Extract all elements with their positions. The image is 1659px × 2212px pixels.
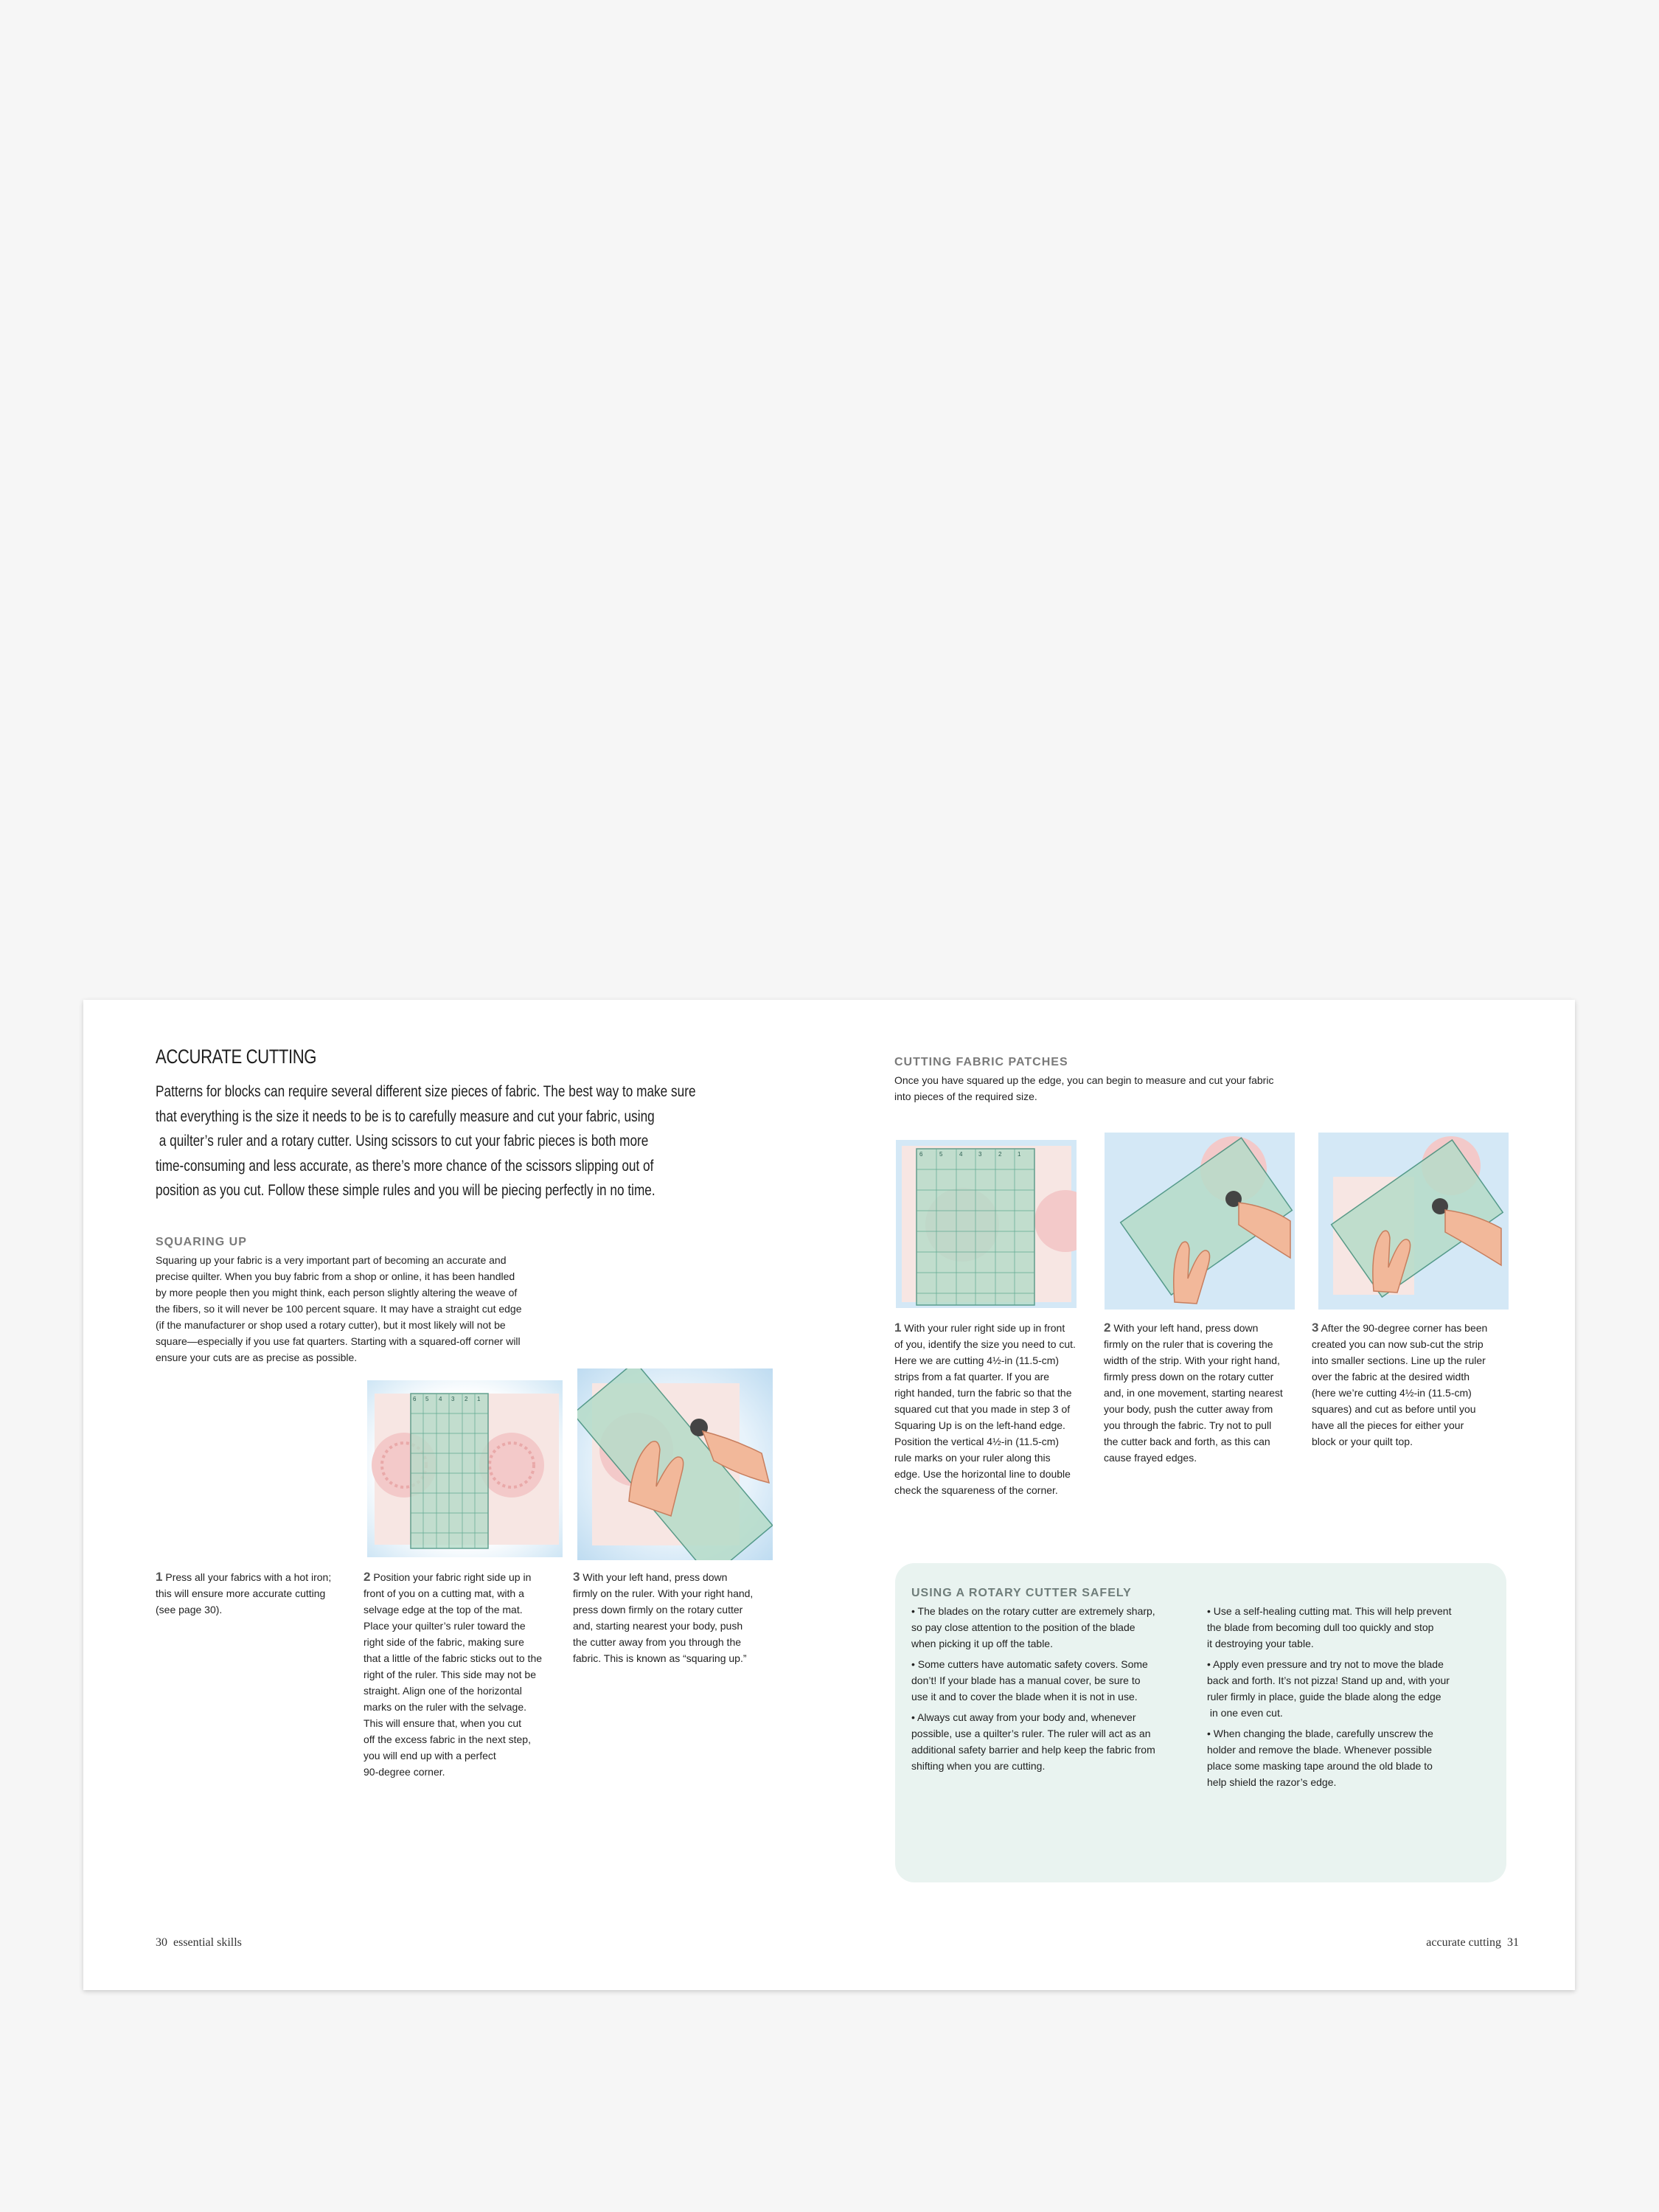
step-line: (here we’re cutting 4½-in (11.5-cm) [1312,1387,1472,1399]
step-line: block or your quilt top. [1312,1436,1413,1447]
step-line: of you, identify the size you need to cut. [894,1338,1076,1350]
ruler-number: 6 [919,1151,923,1158]
step-line: right handed, turn the fabric so that the [894,1387,1072,1399]
tip-line: help shield the razor’s edge. [1207,1776,1337,1788]
step-line: that a little of the fabric sticks out to the [364,1652,543,1664]
step-number: 1 [156,1570,163,1584]
ruler-number: 2 [998,1151,1002,1158]
step-line: squared cut that you made in step 3 of [894,1403,1071,1415]
cutting-patches-heading: CUTTING FABRIC PATCHES [894,1056,1068,1068]
step-line: your body, push the cutter away from [1104,1403,1273,1415]
text-line: precise quilter. When you buy fabric from a shop or online, it has been handled [156,1270,515,1282]
cutting-patches-step-1 [894,1320,1093,1498]
tip-line: the blade from becoming dull too quickly and stop [1207,1621,1434,1633]
step-line: rule marks on your ruler along this [894,1452,1051,1464]
step-line: cause frayed edges. [1104,1452,1197,1464]
squaring-up-step-3 [573,1569,779,1666]
safety-tip [911,1656,1199,1705]
footer-section: essential skills [173,1936,242,1949]
step-line [1312,1320,1526,1336]
rotary-safety-callout [895,1563,1506,1882]
step-line: this will ensure more accurate cutting [156,1587,326,1599]
cutting-patches-step2-illustration [1105,1133,1295,1310]
step-line: selvage edge at the top of the mat. [364,1604,523,1615]
step-line: you will end up with a perfect [364,1750,496,1761]
intro-line: a quilter’s ruler and a rotary cutter. Using scissors to cut your fabric pieces is both more [156,1133,649,1150]
step-line: you through the fabric. Try not to pull [1104,1419,1272,1431]
step-text: With your left hand, press down [582,1571,728,1583]
step-line: firmly on the ruler. With your right hand, [573,1587,754,1599]
ruler-number: 1 [477,1396,481,1402]
step-line: off the excess fabric in the next step, [364,1733,531,1745]
step-line: Squaring Up is on the left-hand edge. [894,1419,1065,1431]
tip-line: possible, use a quilter’s ruler. The ruler will act as an [911,1728,1151,1739]
ruler-number: 2 [465,1396,468,1402]
step-line: Here we are cutting 4½-in (11.5-cm) [894,1354,1060,1366]
tip-line: • Apply even pressure and try not to move the blade [1207,1658,1444,1670]
right-page-footer [1426,1936,1519,1950]
step-line: squares) and cut as before until you [1312,1403,1476,1415]
text-line: ensure your cuts are as precise as possible. [156,1352,358,1363]
left-page-footer [156,1936,242,1950]
step-line: firmly on the ruler that is covering the [1104,1338,1273,1350]
safety-tip [1207,1725,1495,1790]
step-line [1104,1320,1303,1336]
step-line: Place your quilter’s ruler toward the [364,1620,526,1632]
tip-line: • The blades on the rotary cutter are extremely sharp, [911,1605,1155,1617]
step-number: 1 [894,1321,902,1335]
intro-line: Patterns for blocks can require several different size pieces of fabric. The best way to make sure [156,1083,696,1100]
step-line: front of you on a cutting mat, with a [364,1587,524,1599]
step-line: the cutter back and forth, as this can [1104,1436,1270,1447]
step-number: 2 [364,1570,371,1584]
ruler-number: 4 [959,1151,963,1158]
step-line [156,1569,340,1585]
step-text: Position your fabric right side up in [373,1571,532,1583]
text-line: by more people then you might think, each person slightly altering the weave of [156,1287,518,1298]
text-line: (if the manufacturer or shop used a rotary cutter), but it most likely will not be [156,1319,506,1331]
squaring-up-step2-illustration [367,1380,563,1557]
intro-line: time-consuming and less accurate, as there’s more chance of the scissors slipping out of [156,1157,654,1175]
tip-line: additional safety barrier and help keep the fabric from [911,1744,1155,1756]
step-text: With your ruler right side up in front [904,1322,1065,1334]
intro-line: position as you cut. Follow these simple rules and you will be piecing perfectly in no time. [156,1182,655,1199]
text-line: the fibers, so it will never be 100 percent square. It may have a straight cut edge [156,1303,522,1315]
step-line: right side of the fabric, making sure [364,1636,524,1648]
ruler-number: 4 [439,1396,442,1402]
cutting-patches-step1-illustration [896,1140,1077,1308]
tip-line: when picking it up off the table. [911,1638,1053,1649]
step-line: check the squareness of the corner. [894,1484,1058,1496]
step-line: Position the vertical 4½-in (11.5-cm) [894,1436,1060,1447]
step-number: 3 [1312,1321,1319,1335]
squaring-up-step-1 [156,1569,340,1618]
tip-line: place some masking tape around the old blade to [1207,1760,1433,1772]
squaring-up-heading: SQUARING UP [156,1236,247,1248]
step-text: With your left hand, press down [1113,1322,1259,1334]
ruler-number: 6 [413,1396,417,1402]
tip-line: • Always cut away from your body and, whenever [911,1711,1136,1723]
cutting-patches-step-3 [1312,1320,1526,1450]
cutting-patches-step3-illustration [1318,1133,1509,1310]
page-number: 30 [156,1936,167,1949]
step-text: Press all your fabrics with a hot iron; [165,1571,332,1583]
rotary-safety-heading: USING A ROTARY CUTTER SAFELY [911,1587,1132,1599]
tip-line: so pay close attention to the position of the blade [911,1621,1135,1633]
tip-line: • Some cutters have automatic safety covers. Some [911,1658,1148,1670]
tip-line: ruler firmly in place, guide the blade along the edge [1207,1691,1441,1703]
step-number: 3 [573,1570,580,1584]
squaring-up-step-2 [364,1569,563,1780]
step-line: right of the ruler. This side may not be [364,1669,536,1680]
safety-tips-column-1 [911,1603,1199,1778]
intro-paragraph [156,1079,696,1203]
ruler-number: 5 [425,1396,429,1402]
step-line: straight. Align one of the horizontal [364,1685,522,1697]
book-spread [83,1000,1575,1990]
step-number: 2 [1104,1321,1111,1335]
step-line: marks on the ruler with the selvage. [364,1701,526,1713]
step-line: over the fabric at the desired width [1312,1371,1470,1382]
safety-tips-column-2 [1207,1603,1495,1795]
step-line: This will ensure that, when you cut [364,1717,521,1729]
step-line: created you can now sub-cut the strip [1312,1338,1484,1350]
text-line: square—especially if you use fat quarters. Starting with a squared-off corner will [156,1335,521,1347]
step-line: have all the pieces for either your [1312,1419,1464,1431]
step-line: edge. Use the horizontal line to double [894,1468,1071,1480]
tip-line: • When changing the blade, carefully unscrew the [1207,1728,1433,1739]
step-line: into smaller sections. Line up the ruler [1312,1354,1486,1366]
text-line: into pieces of the required size. [894,1091,1037,1102]
step-line: fabric. This is known as “squaring up.” [573,1652,747,1664]
tip-line: shifting when you are cutting. [911,1760,1046,1772]
safety-tip [1207,1603,1495,1652]
ruler-number: 5 [939,1151,943,1158]
cutting-patches-intro [894,1072,1337,1105]
step-line: firmly press down on the rotary cutter [1104,1371,1274,1382]
page-title: ACCURATE CUTTING [156,1046,317,1068]
step-line: width of the strip. With your right hand, [1104,1354,1280,1366]
ruler-number: 3 [451,1396,455,1402]
quilter-ruler [411,1394,488,1548]
tip-line: in one even cut. [1207,1707,1283,1719]
step-line [364,1569,563,1585]
intro-line: that everything is the size it needs to be is to carefully measure and cut your fabric, using [156,1107,655,1125]
text-line: Once you have squared up the edge, you can begin to measure and cut your fabric [894,1074,1274,1086]
tip-line: back and forth. It’s not pizza! Stand up and, with your [1207,1674,1450,1686]
step-line: strips from a fat quarter. If you are [894,1371,1050,1382]
step-line: (see page 30). [156,1604,223,1615]
cutting-patches-step-2 [1104,1320,1303,1466]
safety-tip [1207,1656,1495,1721]
squaring-up-step3-illustration [577,1368,773,1560]
text-line: Squaring up your fabric is a very important part of becoming an accurate and [156,1254,507,1266]
ruler-number: 3 [978,1151,982,1158]
step-line [894,1320,1093,1336]
step-line: and, in one movement, starting nearest [1104,1387,1283,1399]
step-line: and, starting nearest your body, push [573,1620,743,1632]
safety-tip [911,1709,1199,1774]
step-line [573,1569,779,1585]
tip-line: it destroying your table. [1207,1638,1314,1649]
squaring-up-text [156,1252,568,1366]
tip-line: don’t! If your blade has a manual cover, be sure to [911,1674,1141,1686]
tip-line: use it and to cover the blade when it is not in use. [911,1691,1138,1703]
tip-line: • Use a self-healing cutting mat. This will help prevent [1207,1605,1452,1617]
page-number: 31 [1507,1936,1519,1949]
ruler-number: 1 [1018,1151,1021,1158]
step-line: 90-degree corner. [364,1766,445,1778]
step-line: press down firmly on the rotary cutter [573,1604,743,1615]
step-text: After the 90-degree corner has been [1321,1322,1488,1334]
tip-line: holder and remove the blade. Whenever possible [1207,1744,1433,1756]
step-line: the cutter away from you through the [573,1636,742,1648]
footer-section: accurate cutting [1426,1936,1501,1949]
safety-tip [911,1603,1199,1652]
